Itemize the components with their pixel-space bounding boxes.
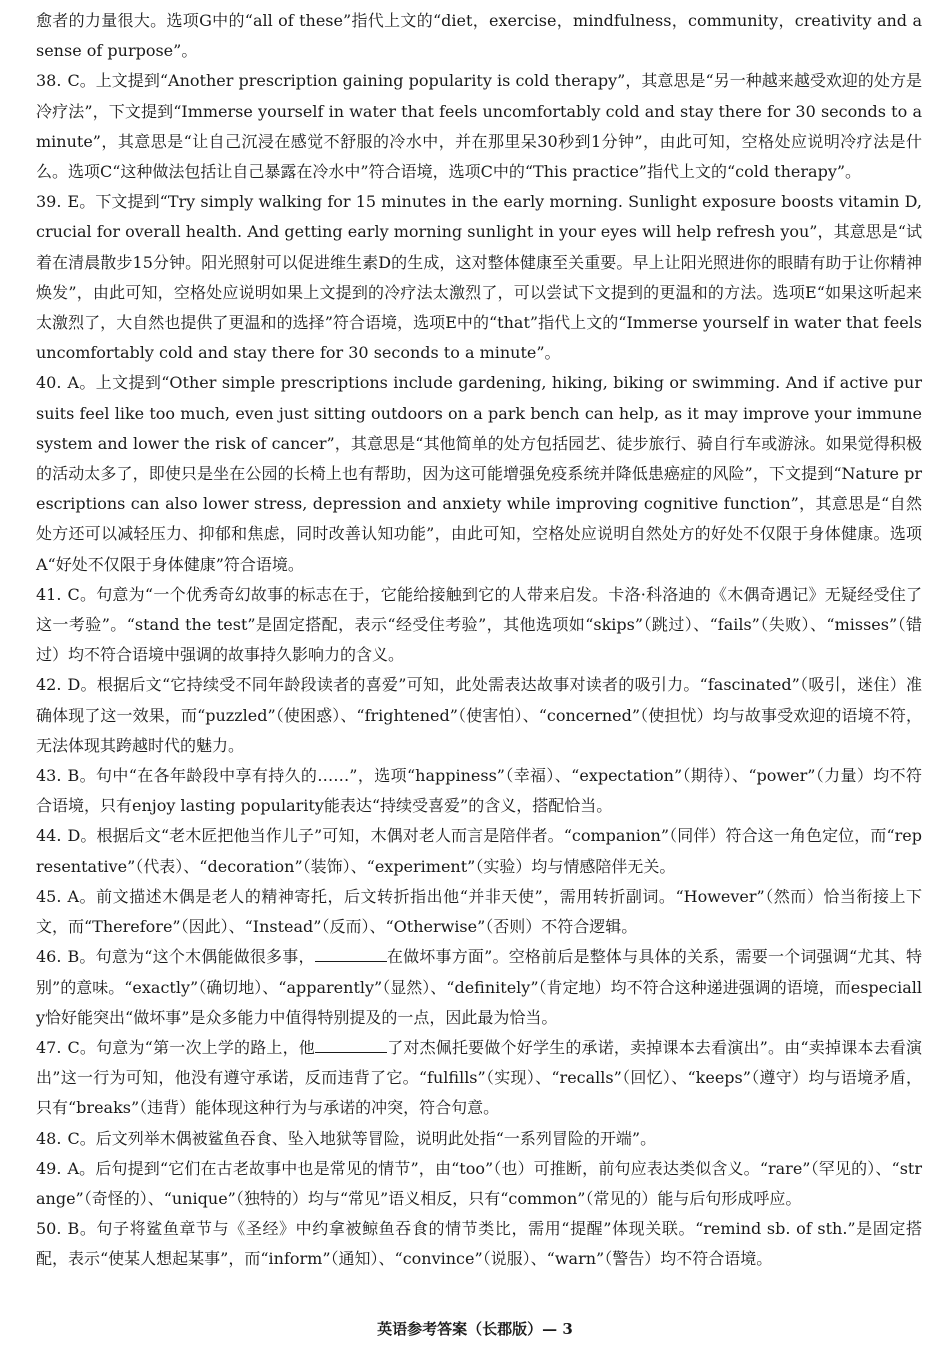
intro-paragraph	[36, 6, 922, 66]
question-number: 49.	[36, 1158, 62, 1178]
answer-45	[36, 882, 922, 942]
answer-letter: B。	[67, 947, 96, 967]
question-number: 38.	[36, 71, 62, 91]
explanation: 上文提到“Other simple prescriptions include gardening, hiking, biking or swimming. And if active pursuits feel like too much, even just sitting outdoors on a park bench can help, as it may improve your immune system and lower the risk of cancer”，其意思是“其他简单的处方包括园艺、徒步旅行、骑自行车或游泳。如果觉得积极的活动太多了，即使只是坐在公园的长椅上也有帮助，因为这可能增强免疫系统并降低患癌症的风险”，下文提到“Nature prescriptions can also lower stress, depression and anxiety while improving cognitive function”，其意思是“自然处方还可以减轻压力、抑郁和焦虑，同时改善认知功能”，由此可知，空格处应说明自然处方的好处不仅限于身体健康。选项A“好处不仅限于身体健康”符合语境。	[36, 373, 922, 574]
answer-letter: C。	[67, 584, 97, 604]
answer-letter: B。	[67, 1219, 97, 1239]
answer-46	[36, 942, 922, 1033]
explanation: 句子将鲨鱼章节与《圣经》中约拿被鲸鱼吞食的情节类比，需用“提醒”体现关联。“remind sb. of sth.”是固定搭配，表示“使某人想起某事”，而“inform”（通知）、“convince”（说服）、“warn”（警告）均不符合语境。	[36, 1219, 922, 1269]
answer-letter: D。	[67, 675, 97, 695]
explanation: 根据后文“老木匠把他当作儿子”可知，木偶对老人而言是陪伴者。“companion”（同伴）符合这一角色定位，而“representative”（代表）、“decoration”（装饰）、“experiment”（实验）均与情感陪伴无关。	[36, 826, 922, 876]
explanation: 句意为“一个优秀奇幻故事的标志在于，它能给接触到它的人带来启发。卡洛·科洛迪的《木偶奇遇记》无疑经受住了这一考验”。“stand the test”是固定搭配，表示“经受住考验”，其他选项如“skips”（跳过）、“fails”（失败）、“misses”（错过）均不符合语境中强调的故事持久影响力的含义。	[36, 584, 922, 665]
answer-49	[36, 1154, 922, 1214]
explanation: 后文列举木偶被鲨鱼吞食、坠入地狱等冒险，说明此处指“一系列冒险的开端”。	[95, 1128, 657, 1148]
answer-43	[36, 761, 922, 821]
answer-50	[36, 1214, 922, 1274]
answer-letter: A。	[67, 1158, 96, 1178]
answer-letter: C。	[67, 71, 96, 91]
question-number: 43.	[36, 766, 62, 786]
question-number: 50.	[36, 1219, 62, 1239]
explanation: 上文提到“Another prescription gaining popularity is cold therapy”，其意思是“另一种越来越受欢迎的处方是冷疗法”，下文提到“Immerse yourself in water that feels uncomfortably cold and stay there for 30 seconds to a minute”，其意思是“让自己沉浸在感觉不舒服的冷水中，并在那里呆30秒到1分钟”，由此可知，空格处应说明冷疗法是什么。选项C“这种做法包括让自己暴露在冷水中”符合语境，选项C中的“This practice”指代上文的“cold therapy”。	[36, 71, 922, 182]
explanation: 前文描述木偶是老人的精神寄托，后文转折指出他“并非天使”，需用转折副词。“However”（然而）恰当衔接上下文，而“Therefore”（因此）、“Instead”（反而）、“Otherwise”（否则）不符合逻辑。	[36, 886, 922, 937]
question-number: 46.	[36, 947, 62, 967]
explanation-after-blank: 在做坏事方面”。空格前后是整体与具体的关系，需要一个词强调“尤其、特别”的意味。“exactly”（确切地）、“apparently”（显然）、“definitely”（肯定地）均不符合这种递进强调的语境，而especially恰好能突出“做坏事”是众多能力中值得特别提及的一点，因此最为恰当。	[36, 947, 922, 1027]
question-number: 42.	[36, 675, 62, 695]
fill-in-blank	[315, 1038, 387, 1053]
explanation: 句中“在各年龄段中享有持久的……”，选项“happiness”（幸福）、“expectation”（期待）、“power”（力量）均不符合语境，只有enjoy lasting popularity能表达“持续受喜爱”的含义，搭配恰当。	[36, 766, 922, 816]
answer-38	[36, 66, 922, 187]
answer-letter: B。	[67, 766, 96, 786]
answer-39	[36, 187, 922, 368]
explanation-before-blank: 句意为“这个木偶能做很多事，	[95, 947, 315, 967]
question-number: 47.	[36, 1037, 62, 1057]
explanation-before-blank: 句意为“第一次上学的路上，他	[96, 1037, 315, 1057]
answer-47	[36, 1033, 922, 1124]
answer-letter: E。	[67, 192, 96, 212]
explanation: 下文提到“Try simply walking for 15 minutes in the early morning. Sunlight exposure boosts vitamin D, crucial for overall health. And getting early morning sunlight in your eyes will help refresh you”，其意思是“试着在清晨散步15分钟。阳光照射可以促进维生素D的生成，这对整体健康至关重要。早上让阳光照进你的眼睛有助于让你精神焕发”，由此可知，空格处应说明如果上文提到的冷疗法太激烈了，可以尝试下文提到的更温和的方法。选项E“如果这听起来太激烈了，大自然也提供了更温和的选择”符合语境，选项E中的“that”指代上文的“Immerse yourself in water that feels uncomfortably cold and stay there for 30 seconds to a minute”。	[36, 192, 922, 363]
answer-44	[36, 821, 922, 881]
question-number: 45.	[36, 886, 62, 906]
answer-48	[36, 1124, 922, 1154]
question-number: 41.	[36, 584, 62, 604]
explanation-after-blank: 了对杰佩托要做个好学生的承诺，卖掉课本去看演出”。由“卖掉课本去看演出”这一行为可知，他没有遵守承诺，反而违背了它。“fulfills”（实现）、“recalls”（回忆）、“keeps”（遵守）均与语境矛盾，只有“breaks”（违背）能体现这种行为与承诺的冲突，符合句意。	[36, 1037, 922, 1118]
fill-in-blank	[315, 947, 387, 962]
question-number: 44.	[36, 826, 62, 846]
explanation: 后句提到“它们在古老故事中也是常见的情节”，由“too”（也）可推断，前句应表达类似含义。“rare”（罕见的）、“strange”（奇怪的）、“unique”（独特的）均与“常见”语义相反，只有“common”（常见的）能与后句形成呼应。	[36, 1158, 922, 1208]
question-number: 39.	[36, 192, 62, 212]
question-number: 48.	[36, 1128, 62, 1148]
answer-letter: A。	[67, 886, 97, 906]
explanation: 根据后文“它持续受不同年龄段读者的喜爱”可知，此处需表达故事对读者的吸引力。“fascinated”（吸引，迷住）准确体现了这一效果，而“puzzled”（使困惑）、“frightened”（使害怕）、“concerned”（使担忧）均与故事受欢迎的语境不符，无法体现其跨越时代的魅力。	[36, 675, 922, 755]
answer-40	[36, 368, 922, 579]
answer-42	[36, 670, 922, 761]
page-footer: 英语参考答案（长郡版）— 3	[377, 1320, 573, 1338]
answer-41	[36, 580, 922, 671]
answer-letter: A。	[67, 373, 96, 393]
answer-letter: C。	[67, 1037, 97, 1057]
intro-text: 愈者的力量很大。选项G中的“all of these”指代上文的“diet，exercise，mindfulness，community，creativity and a sense of purpose”。	[36, 11, 922, 61]
question-number: 40.	[36, 373, 62, 393]
answer-letter: C。	[67, 1128, 96, 1148]
answer-letter: D。	[67, 826, 97, 846]
